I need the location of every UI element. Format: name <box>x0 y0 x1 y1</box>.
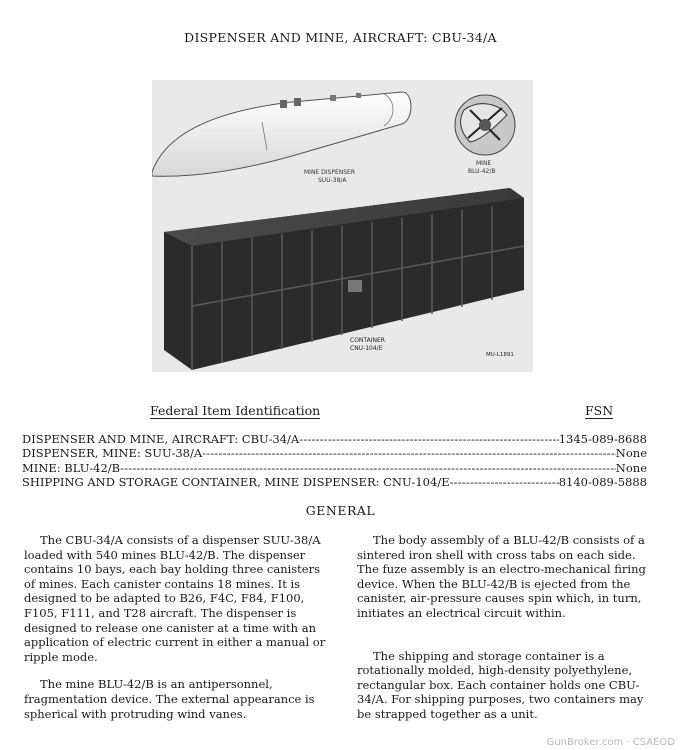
container-label-2: CNU-104/E <box>350 345 383 352</box>
paragraph: The body assembly of a BLU-42/B consists of a sintered iron shell with cross tabs on each side. The fuze assembly is an electro-mechanical firing device. When the BLU-42/B is ejected from the canister, air-pressure causes spin which, in turn, initiates an electrical circuit within. <box>357 533 646 620</box>
mine-label-1: MINE <box>476 160 492 167</box>
paragraph: The mine BLU-42/B is an antipersonnel, fragmentation device. The external appearance is spherical with protruding wind vanes. <box>24 677 315 721</box>
general-heading: GENERAL <box>305 503 376 518</box>
container-label-1: CONTAINER <box>350 337 385 344</box>
equipment-illustration <box>152 80 533 372</box>
paragraph: The CBU-34/A consists of a dispenser SUU-38/A loaded with 540 mines BLU-42/B. The dispenser contains 10 bays, each bay holding three canisters of mines. Each canister contains 18 mines. It is designed to be adapted to B26, F4C, F84, F100, F105, F111, and T28 aircraft. The dispenser is designed to release one canister at a time with an application of electric current in either a manual or ripple mode. <box>24 533 326 664</box>
leader-dashes <box>299 432 559 446</box>
item-fsn: 8140-089-5888 <box>558 474 647 489</box>
identification-row <box>22 432 647 446</box>
item-name: MINE: BLU-42/B <box>22 460 121 475</box>
leader-dashes <box>120 461 616 475</box>
equipment-photo <box>152 80 533 372</box>
item-name: DISPENSER, MINE: SUU-38/A <box>22 446 203 461</box>
mine-label-2: BLU-42/B <box>468 168 496 175</box>
identification-heading: Federal Item Identification <box>150 403 321 418</box>
watermark: GunBroker.com · CSAEOD <box>546 737 675 748</box>
identification-row <box>22 446 647 460</box>
item-fsn: 1345-089-8688 <box>558 432 647 446</box>
dispenser-label-1: MINE DISPENSER <box>304 169 355 176</box>
figure-reference: MU-L1891 <box>486 352 514 358</box>
paragraph: The shipping and storage container is a rotationally molded, high-density polyethylene, rectangular box. Each container holds one CBU-34/A. For shipping purposes, two containers may be strapped together as a unit. <box>357 648 644 721</box>
identification-row <box>22 475 647 489</box>
identification-list <box>22 432 647 489</box>
container-shape <box>164 188 524 370</box>
dispenser-shape <box>152 92 411 176</box>
item-name: DISPENSER AND MINE, AIRCRAFT: CBU-34/A <box>22 432 300 446</box>
mine-shape <box>455 95 515 155</box>
general-right-column <box>357 533 659 722</box>
leader-dashes <box>202 446 616 460</box>
general-left-column <box>24 533 326 721</box>
item-fsn: None <box>615 446 647 461</box>
identification-row <box>22 461 647 475</box>
leader-dashes <box>450 475 559 489</box>
dispenser-label-2: SUU-38/A <box>318 177 347 184</box>
item-fsn: None <box>615 460 647 475</box>
item-name: SHIPPING AND STORAGE CONTAINER, MINE DISPENSER: CNU-104/E <box>22 474 450 489</box>
fsn-heading: FSN <box>585 403 614 418</box>
page-title: DISPENSER AND MINE, AIRCRAFT: CBU-34/A <box>184 30 497 45</box>
